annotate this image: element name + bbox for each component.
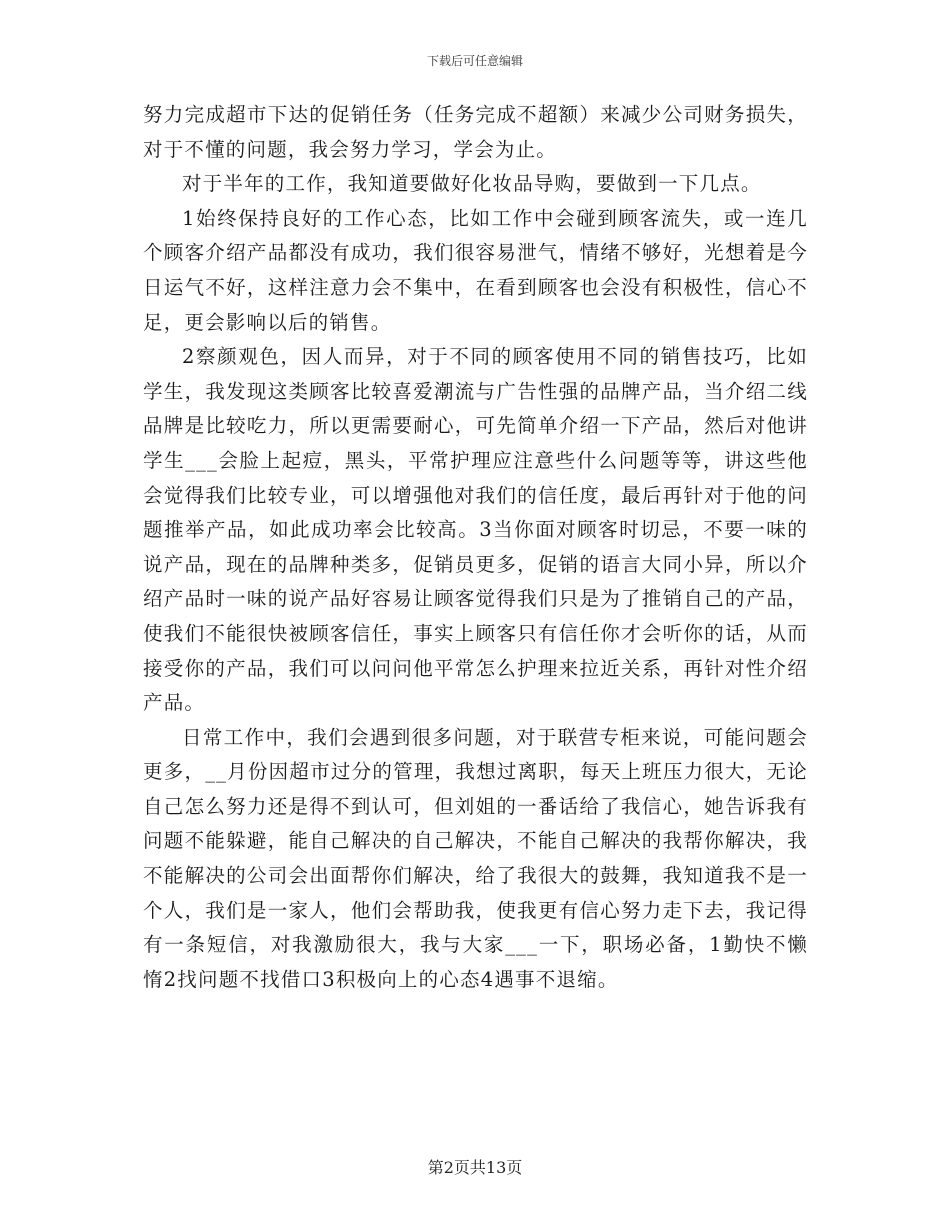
page-header-note: 下载后可任意编辑 [426,54,523,68]
paragraph-point-2-3: 2察颜观色，因人而异，对于不同的顾客使用不同的销售技巧，比如学生，我发现这类顾客比较喜爱潮流与广告性强的品牌产品，当介绍二线品牌是比较吃力，所以更需要耐心，可先简单介绍一下产品，然后对他讲学生___会脸上起痘，黑头，平常护理应注意些什么问题等等，讲这些他会觉得我们比较专业，可以增强他对我们的信任度，最后再针对于他的问题推举产品，如此成功率会比较高。3当你面对顾客时切忌，不要一味的说产品，现在的品牌种类多，促销员更多，促销的语言大同小异，所以介绍产品时一味的说产品好容易让顾客觉得我们只是为了推销自己的产品，使我们不能很快被顾客信任，事实上顾客只有信任你才会听你的话，从而接受你的产品，我们可以问问他平常怎么护理来拉近关系，再针对性介绍产品。 [143,345,808,715]
paragraph-daily-work: 日常工作中，我们会遇到很多问题，对于联营专柜来说，可能问题会更多，__月份因超市过分的管理，我想过离职，每天上班压力很大，无论自己怎么努力还是得不到认可，但刘姐的一番话给了我信心，她告诉我有问题不能躲避，能自己解决的自己解决，不能自己解决的我帮你解决，我不能解决的公司会出面帮你们解决，给了我很大的鼓舞，我知道我不是一个人，我们是一家人，他们会帮助我，使我更有信心努力走下去，我记得有一条短信，对我激励很大，我与大家___一下，职场必备，1勤快不懒惰2找问题不找借口3积极向上的心态4遇事不退缩。 [143,725,808,991]
document-body [143,98,808,997]
paragraph-point-1: 1始终保持良好的工作心态，比如工作中会碰到顾客流失，或一连几个顾客介绍产品都没有成功，我们很容易泄气，情绪不够好，光想着是今日运气不好，这样注意力会不集中，在看到顾客也会没有积极性，信心不足，更会影响以后的销售。 [143,206,808,334]
page-number: 第2页共13页 [427,1158,523,1177]
paragraph-continuation: 努力完成超市下达的促销任务（任务完成不超额）来减少公司财务损失，对于不懂的问题，我会努力学习，学会为止。 [143,103,808,161]
paragraph-intro-points: 对于半年的工作，我知道要做好化妆品导购，要做到一下几点。 [182,172,762,196]
